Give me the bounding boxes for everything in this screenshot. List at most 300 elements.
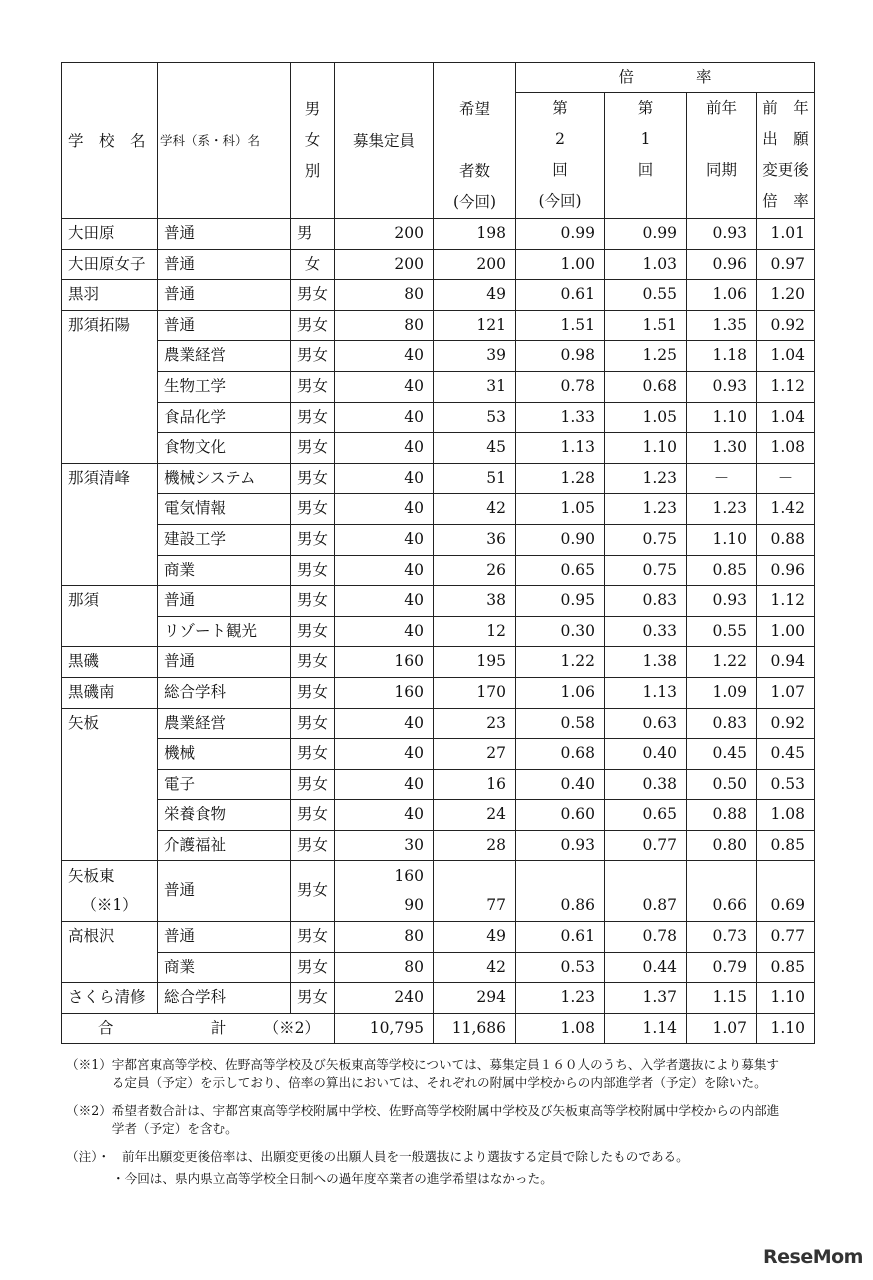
table-row <box>62 952 815 983</box>
cell-second: 0.78 <box>516 371 605 402</box>
cell-capacity: 200 <box>335 249 434 280</box>
table-row <box>62 922 815 953</box>
cell-second: 1.05 <box>516 494 605 525</box>
cell-gender: 男女 <box>291 463 335 494</box>
cell-applicants: 12 <box>434 616 516 647</box>
table-row <box>62 800 815 831</box>
cell-prev: 1.06 <box>687 280 757 311</box>
school-name: 矢板東 <box>68 867 115 886</box>
cell-changed: 0.92 <box>757 310 815 341</box>
cell-prev: 0.80 <box>687 830 757 861</box>
table-row <box>62 280 815 311</box>
header-second-1: 第 <box>552 99 568 117</box>
cell-first: 0.38 <box>605 769 687 800</box>
cell-applicants: 23 <box>434 708 516 739</box>
cell-second: 0.90 <box>516 524 605 555</box>
total-row <box>62 1013 815 1044</box>
footnote-2-text: 希望者数合計は、宇都宮東高等学校附属中学校、佐野高等学校附属中学校及び矢板東高等学校附属中学校からの内部進学者（予定）を含む。 <box>111 1103 780 1136</box>
header-applicants-2 <box>434 125 515 156</box>
cell-school <box>62 433 158 464</box>
cell-dept: 農業経営 <box>158 341 291 372</box>
cell-applicants <box>434 861 516 892</box>
cell-changed: 0.97 <box>757 249 815 280</box>
cell-capacity: 40 <box>335 371 434 402</box>
cell-first: 0.55 <box>605 280 687 311</box>
cell-school: 那須清峰 <box>62 463 158 494</box>
cell-capacity: 40 <box>335 341 434 372</box>
cell-prev: 0.93 <box>687 586 757 617</box>
cell-applicants: 121 <box>434 310 516 341</box>
table-row <box>62 310 815 341</box>
cell-dept: 普通 <box>158 647 291 678</box>
cell-prev: 0.79 <box>687 952 757 983</box>
cell-prev: 1.30 <box>687 433 757 464</box>
cell-prev: 0.96 <box>687 249 757 280</box>
cell-capacity: 30 <box>335 830 434 861</box>
cell-second: 0.61 <box>516 922 605 953</box>
header-second-4: (今回) <box>538 192 582 210</box>
cell-prev: 0.55 <box>687 616 757 647</box>
cell-second: 0.53 <box>516 952 605 983</box>
header-second <box>516 93 605 219</box>
cell-capacity: 40 <box>335 433 434 464</box>
header-prev-3: 同期 <box>705 161 737 179</box>
cell-dept: 栄養食物 <box>158 800 291 831</box>
cell-first: 0.83 <box>605 586 687 617</box>
cell-prev: 0.83 <box>687 708 757 739</box>
cell-prev: 0.50 <box>687 769 757 800</box>
resemom-logo: ReseMom <box>763 1246 863 1268</box>
cell-dept: 普通 <box>158 922 291 953</box>
cell-school <box>62 769 158 800</box>
cell-gender: 男女 <box>291 433 335 464</box>
cell-first: 0.78 <box>605 922 687 953</box>
cell-applicants: 51 <box>434 463 516 494</box>
cell-dept <box>158 881 291 921</box>
dept-name: 普通 <box>164 881 196 900</box>
table-row <box>62 830 815 861</box>
cell-second: 0.61 <box>516 280 605 311</box>
header-rate-group: 倍 率 <box>516 63 815 93</box>
cell-changed: 0.94 <box>757 647 815 678</box>
total-capacity: 10,795 <box>335 1013 434 1044</box>
header-prev-1: 前年 <box>705 99 737 117</box>
cell-school <box>62 402 158 433</box>
cell-applicants: 77 <box>434 891 516 921</box>
cell-first: 0.63 <box>605 708 687 739</box>
cell-second: 1.28 <box>516 463 605 494</box>
cell-capacity: 40 <box>335 524 434 555</box>
total-label-2: 計 <box>210 1018 227 1037</box>
header-second-2: 2 <box>555 130 565 148</box>
cell-changed: 1.10 <box>757 983 815 1014</box>
cell-changed: 0.92 <box>757 708 815 739</box>
cell-applicants: 31 <box>434 371 516 402</box>
cell-capacity: 160 <box>335 647 434 678</box>
applicant-rate-table <box>61 62 815 1044</box>
header-applicants <box>434 63 516 219</box>
cell-second: 0.99 <box>516 219 605 250</box>
cell-first: 1.10 <box>605 433 687 464</box>
header-applicants-1: 希望 <box>458 100 490 118</box>
cell-first: 1.25 <box>605 341 687 372</box>
cell-applicants: 16 <box>434 769 516 800</box>
table-row <box>62 708 815 739</box>
cell-school <box>62 341 158 372</box>
cell-applicants: 36 <box>434 524 516 555</box>
header-changed-4: 倍 率 <box>762 192 809 210</box>
cell-second <box>516 861 605 892</box>
cell-dept: 普通 <box>158 219 291 250</box>
cell-capacity: 40 <box>335 708 434 739</box>
cell-capacity: 90 <box>335 891 434 921</box>
footnote-3 <box>66 1148 786 1166</box>
cell-gender: 男女 <box>291 494 335 525</box>
cell-gender: 男女 <box>291 555 335 586</box>
header-capacity: 募集定員 <box>335 63 434 219</box>
cell-prev: 0.66 <box>687 891 757 921</box>
cell-gender <box>291 881 335 921</box>
cell-applicants: 26 <box>434 555 516 586</box>
cell-applicants: 195 <box>434 647 516 678</box>
header-prev-2 <box>687 124 756 155</box>
cell-applicants: 45 <box>434 433 516 464</box>
footnote-4: ・今回は、県内県立高等学校全日制への過年度卒業者の進学希望はなかった。 <box>112 1171 553 1186</box>
cell-gender: 男女 <box>291 371 335 402</box>
cell-capacity: 80 <box>335 922 434 953</box>
cell-applicants: 27 <box>434 739 516 770</box>
cell-dept: 電子 <box>158 769 291 800</box>
cell-dept: 総合学科 <box>158 677 291 708</box>
header-changed-1: 前 年 <box>762 99 809 117</box>
cell-capacity: 40 <box>335 800 434 831</box>
cell-applicants: 49 <box>434 922 516 953</box>
cell-gender: 女 <box>291 249 335 280</box>
cell-prev: 1.09 <box>687 677 757 708</box>
cell-capacity: 160 <box>335 677 434 708</box>
cell-dept: 食品化学 <box>158 402 291 433</box>
cell-changed: 0.96 <box>757 555 815 586</box>
cell-changed: 1.12 <box>757 586 815 617</box>
cell-changed: 1.00 <box>757 616 815 647</box>
cell-second: 1.13 <box>516 433 605 464</box>
cell-prev: 0.93 <box>687 219 757 250</box>
cell-gender: 男女 <box>291 647 335 678</box>
cell-school-note: （※1） <box>62 891 158 921</box>
cell-school: 大田原 <box>62 219 158 250</box>
cell-first: 1.03 <box>605 249 687 280</box>
cell-second: 1.00 <box>516 249 605 280</box>
cell-gender: 男女 <box>291 280 335 311</box>
footnote-1-tag: （※1） <box>66 1057 112 1072</box>
table-row <box>62 983 815 1014</box>
cell-capacity-total: 160 <box>335 861 434 892</box>
cell-second: 0.40 <box>516 769 605 800</box>
header-prev <box>687 93 757 219</box>
cell-prev: 0.93 <box>687 371 757 402</box>
cell-first: 0.40 <box>605 739 687 770</box>
cell-capacity: 80 <box>335 280 434 311</box>
cell-prev: 1.23 <box>687 494 757 525</box>
table-row <box>62 219 815 250</box>
cell-second: 0.98 <box>516 341 605 372</box>
cell-gender: 男女 <box>291 341 335 372</box>
table-row <box>62 463 815 494</box>
cell-dept: 農業経営 <box>158 708 291 739</box>
cell-dept: 機械 <box>158 739 291 770</box>
table-row <box>62 586 815 617</box>
cell-dept: 普通 <box>158 310 291 341</box>
cell-dept: 生物工学 <box>158 371 291 402</box>
total-second: 1.08 <box>516 1013 605 1044</box>
cell-first: 1.51 <box>605 310 687 341</box>
cell-applicants: 170 <box>434 677 516 708</box>
cell-school <box>62 800 158 831</box>
gender-value: 男女 <box>297 881 329 900</box>
total-first: 1.14 <box>605 1013 687 1044</box>
cell-school <box>62 616 158 647</box>
total-label-3: （※2） <box>263 1018 320 1037</box>
cell-school <box>62 524 158 555</box>
cell-first: 0.65 <box>605 800 687 831</box>
table-row <box>62 341 815 372</box>
cell-changed: 0.53 <box>757 769 815 800</box>
cell-prev: 1.10 <box>687 524 757 555</box>
cell-applicants: 38 <box>434 586 516 617</box>
cell-first: 1.37 <box>605 983 687 1014</box>
cell-changed: 0.85 <box>757 830 815 861</box>
cell-dept: 普通 <box>158 249 291 280</box>
cell-prev: － <box>687 463 757 494</box>
cell-gender: 男女 <box>291 524 335 555</box>
table-row <box>62 739 815 770</box>
cell-changed: 1.08 <box>757 800 815 831</box>
cell-capacity: 240 <box>335 983 434 1014</box>
cell-dept: 食物文化 <box>158 433 291 464</box>
cell-first: 0.77 <box>605 830 687 861</box>
cell-changed <box>757 861 815 892</box>
cell-prev: 0.88 <box>687 800 757 831</box>
header-applicants-4: (今回) <box>452 193 497 211</box>
cell-applicants: 198 <box>434 219 516 250</box>
cell-changed: 0.69 <box>757 891 815 921</box>
cell-first: 0.33 <box>605 616 687 647</box>
cell-second: 0.68 <box>516 739 605 770</box>
cell-second: 0.65 <box>516 555 605 586</box>
cell-second: 0.58 <box>516 708 605 739</box>
cell-applicants: 42 <box>434 494 516 525</box>
cell-gender: 男女 <box>291 310 335 341</box>
cell-first: 1.38 <box>605 647 687 678</box>
cell-school <box>62 739 158 770</box>
cell-dept: 機械システム <box>158 463 291 494</box>
cell-capacity: 40 <box>335 555 434 586</box>
cell-changed: 1.42 <box>757 494 815 525</box>
cell-school: 黒磯南 <box>62 677 158 708</box>
table-row <box>62 677 815 708</box>
header-changed <box>757 93 815 219</box>
table-row <box>62 433 815 464</box>
header-first-2: 1 <box>640 130 651 148</box>
cell-changed: 0.45 <box>757 739 815 770</box>
cell-dept: リゾート観光 <box>158 616 291 647</box>
cell-school <box>62 952 158 983</box>
cell-capacity: 80 <box>335 952 434 983</box>
cell-school <box>62 371 158 402</box>
cell-second: 1.33 <box>516 402 605 433</box>
cell-second: 0.86 <box>516 891 605 921</box>
cell-changed: － <box>757 463 815 494</box>
cell-applicants: 24 <box>434 800 516 831</box>
cell-gender: 男女 <box>291 983 335 1014</box>
cell-school <box>62 861 158 892</box>
header-school: 学 校 名 <box>62 63 158 219</box>
cell-first: 1.23 <box>605 494 687 525</box>
cell-applicants: 294 <box>434 983 516 1014</box>
cell-first: 0.68 <box>605 371 687 402</box>
footnote-3-tag: （注）・ <box>66 1149 111 1164</box>
cell-capacity: 40 <box>335 494 434 525</box>
cell-school: 矢板 <box>62 708 158 739</box>
footnote-3-text: 前年出願変更後倍率は、出願変更後の出願人員を一般選抜により選抜する定員で除したものである。 <box>122 1149 689 1164</box>
cell-capacity: 40 <box>335 739 434 770</box>
cell-capacity: 200 <box>335 219 434 250</box>
cell-first: 0.75 <box>605 555 687 586</box>
cell-second: 0.93 <box>516 830 605 861</box>
cell-first: 0.44 <box>605 952 687 983</box>
cell-second: 1.22 <box>516 647 605 678</box>
footnote-1-text: 宇都宮東高等学校、佐野高等学校及び矢板東高等学校については、募集定員１６０人のうち、入学者選抜により募集する定員（予定）を示しており、倍率の算出においては、それぞれの附属中学校からの内部進学者（予定）を除いた。 <box>111 1057 780 1090</box>
cell-dept: 商業 <box>158 555 291 586</box>
header-second-3: 回 <box>552 161 568 179</box>
footnote-2-tag: （※2） <box>66 1103 112 1118</box>
cell-second: 1.51 <box>516 310 605 341</box>
cell-first: 0.99 <box>605 219 687 250</box>
cell-gender: 男女 <box>291 616 335 647</box>
header-gender <box>291 63 335 219</box>
cell-first <box>605 861 687 892</box>
footnote-2 <box>66 1102 786 1138</box>
cell-first: 1.05 <box>605 402 687 433</box>
table-row <box>62 249 815 280</box>
cell-capacity: 40 <box>335 616 434 647</box>
cell-second: 0.95 <box>516 586 605 617</box>
cell-first: 1.23 <box>605 463 687 494</box>
cell-changed: 1.07 <box>757 677 815 708</box>
cell-second: 0.60 <box>516 800 605 831</box>
cell-prev: 1.18 <box>687 341 757 372</box>
cell-gender: 男女 <box>291 952 335 983</box>
cell-changed: 0.77 <box>757 922 815 953</box>
cell-prev: 0.85 <box>687 555 757 586</box>
header-gender-2: 女 <box>304 131 321 149</box>
table-row <box>62 769 815 800</box>
cell-changed: 1.08 <box>757 433 815 464</box>
cell-second: 1.23 <box>516 983 605 1014</box>
cell-school <box>62 555 158 586</box>
cell-dept: 総合学科 <box>158 983 291 1014</box>
footnotes <box>66 1056 786 1188</box>
cell-gender: 男女 <box>291 800 335 831</box>
cell-first: 1.13 <box>605 677 687 708</box>
cell-school: 那須 <box>62 586 158 617</box>
cell-second: 1.06 <box>516 677 605 708</box>
cell-gender: 男 <box>291 219 335 250</box>
cell-capacity: 40 <box>335 586 434 617</box>
cell-gender: 男女 <box>291 830 335 861</box>
cell-prev: 0.45 <box>687 739 757 770</box>
cell-school: 大田原女子 <box>62 249 158 280</box>
table-row <box>62 402 815 433</box>
header-first <box>605 93 687 219</box>
cell-changed: 1.20 <box>757 280 815 311</box>
cell-gender: 男女 <box>291 769 335 800</box>
header-applicants-3: 者数 <box>458 162 490 180</box>
total-label-1: 合 <box>98 1018 114 1037</box>
cell-applicants: 39 <box>434 341 516 372</box>
table-row <box>62 524 815 555</box>
cell-changed: 0.88 <box>757 524 815 555</box>
cell-capacity: 80 <box>335 310 434 341</box>
cell-school <box>62 494 158 525</box>
cell-dept: 建設工学 <box>158 524 291 555</box>
cell-school: 黒磯 <box>62 647 158 678</box>
total-label <box>62 1013 335 1044</box>
cell-school: さくら清修 <box>62 983 158 1014</box>
total-changed: 1.10 <box>757 1013 815 1044</box>
table-row <box>62 555 815 586</box>
cell-gender: 男女 <box>291 402 335 433</box>
cell-school: 那須拓陽 <box>62 310 158 341</box>
cell-applicants: 53 <box>434 402 516 433</box>
cell-second: 0.30 <box>516 616 605 647</box>
cell-prev: 1.10 <box>687 402 757 433</box>
cell-first: 0.75 <box>605 524 687 555</box>
cell-dept: 商業 <box>158 952 291 983</box>
cell-gender: 男女 <box>291 922 335 953</box>
table-row <box>62 494 815 525</box>
cell-changed: 0.85 <box>757 952 815 983</box>
cell-prev: 1.35 <box>687 310 757 341</box>
header-changed-3: 変更後 <box>762 161 809 179</box>
table-row <box>62 371 815 402</box>
cell-prev <box>687 861 757 892</box>
header-dept: 学科（系・科）名 <box>158 63 291 219</box>
cell-changed: 1.01 <box>757 219 815 250</box>
cell-prev: 0.73 <box>687 922 757 953</box>
table-row <box>62 616 815 647</box>
cell-applicants: 200 <box>434 249 516 280</box>
header-gender-1: 男 <box>304 100 321 118</box>
header-gender-3: 別 <box>304 162 321 180</box>
footnote-1 <box>66 1056 786 1092</box>
cell-gender: 男女 <box>291 739 335 770</box>
cell-gender: 男女 <box>291 677 335 708</box>
cell-dept: 普通 <box>158 280 291 311</box>
header-first-3: 回 <box>637 161 654 179</box>
header-changed-2: 出 願 <box>762 130 809 148</box>
cell-applicants: 28 <box>434 830 516 861</box>
cell-capacity: 40 <box>335 769 434 800</box>
total-prev: 1.07 <box>687 1013 757 1044</box>
cell-school: 高根沢 <box>62 922 158 953</box>
cell-prev: 1.15 <box>687 983 757 1014</box>
cell-school: 黒羽 <box>62 280 158 311</box>
cell-prev: 1.22 <box>687 647 757 678</box>
cell-gender: 男女 <box>291 586 335 617</box>
header-first-1: 第 <box>637 99 654 117</box>
cell-school <box>62 830 158 861</box>
